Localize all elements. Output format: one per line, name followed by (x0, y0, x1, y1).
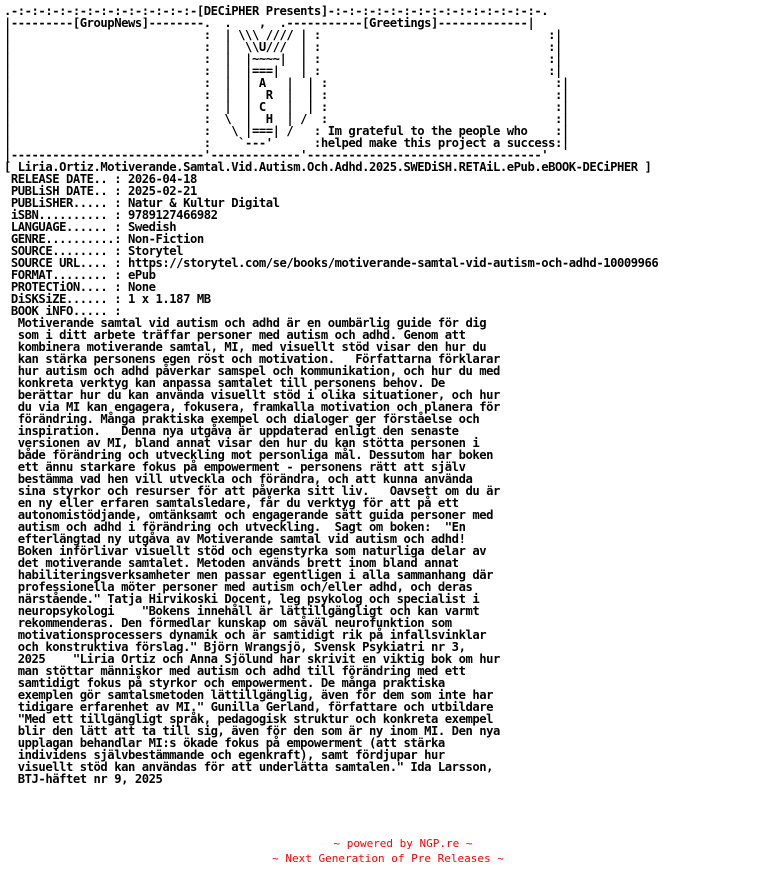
nfo-line: [ Liria.Ortiz.Motiverande.Samtal.Vid.Autism.Och.Adhd.2025.SWEDiSH.RETAiL.ePub.eBOOK-DECiPHER ] (4, 160, 652, 174)
nfo-line: habiliteringsverksamheter men passar egentligen i alla sammanhang där (4, 568, 494, 582)
nfo-line: PUBLiSHER..... : Natur & Kultur Digital (4, 196, 280, 210)
nfo-line: man stöttar människor med autism och adhd till förändring med ett (4, 664, 466, 678)
nfo-line: efterlängtad ny utgåva av Motiverande samtal vid autism och adhd! (4, 532, 466, 546)
nfo-line: autonomistödjande, omtänksamt och engagerande sätt guida personer med (4, 508, 494, 522)
nfo-line: en ny eller erfaren samtalsledare, får du verktyg för att på ett (4, 496, 459, 510)
nfo-line: iSBN.......... : 9789127466982 (4, 208, 218, 222)
footer-tagline: ~ Next Generation of Pre Releases ~ (272, 852, 504, 865)
nfo-line: konkreta verktyg kan anpassa samtalet till personens behov. De (4, 376, 445, 390)
nfo-line: LANGUAGE...... : Swedish (4, 220, 177, 234)
footer (0, 836, 776, 866)
nfo-line: PUBLiSH DATE.. : 2025-02-21 (4, 184, 197, 198)
nfo-line: visuellt stöd kan användas för att underlätta samtalen." Ida Larsson, (4, 760, 494, 774)
nfo-line: och konstruktiva förslag." Björn Wrangsjö, Svensk Psykiatri nr 3, (4, 640, 466, 654)
nfo-line: | : \ |===| / : Im grateful to the people who :| (4, 124, 569, 138)
nfo-line: inspiration. Denna nya utgåva är uppdaterad enligt den senaste (4, 424, 459, 438)
nfo-line: | : | |===| | : :| (4, 64, 562, 78)
nfo-line: SOURCE URL.... : https://storytel.com/se/books/motiverande-samtal-vid-autism-och-adhd-10009966 (4, 256, 659, 270)
nfo-line: berättar hur du kan använda visuellt stöd i olika situationer, och hur (4, 388, 500, 402)
nfo-line: |---------[GroupNews]--------. . , .-----------[Greetings]-------------| (4, 16, 535, 30)
nfo-line: både förändring och utveckling mot personliga mål. Dessutom har boken (4, 448, 494, 462)
nfo-line: tidigare erfarenhet av MI." Gunilla Gerland, författare och utbildare (4, 700, 494, 714)
nfo-line: SOURCE........ : Storytel (4, 244, 184, 258)
nfo-line: BOOK iNFO..... : (4, 304, 122, 318)
nfo-line: du via MI kan engagera, fokusera, framkalla motivation och planera för (4, 400, 500, 414)
nfo-line: 2025 "Liria Ortiz och Anna Sjölund har skrivit en viktig bok om hur (4, 652, 500, 666)
nfo-line: kan stärka personens egen röst och motivation. Författarna förklarar (4, 352, 500, 366)
nfo-line: rekommenderas. Den förmedlar kunskap om såväl neurofunktion som (4, 616, 452, 630)
nfo-line: | : | |~~~~| | : :| (4, 52, 562, 66)
nfo-line: | : | | R | | : :| (4, 88, 569, 102)
nfo-line: | : | \\U/// | : :| (4, 40, 562, 54)
nfo-line: DiSKSiZE...... : 1 x 1.187 MB (4, 292, 211, 306)
nfo-line: .-:-:-:-:-:-:-:-:-:-:-:-:-:-[DECiPHER Presents]-:-:-:-:-:-:-:-:-:-:-:-:-:-:-:-. (4, 4, 549, 18)
nfo-text-block (4, 5, 658, 785)
nfo-line: RELEASE DATE.. : 2026-04-18 (4, 172, 197, 186)
nfo-line: versionen av MI, bland annat visar den hur du kan stötta personen i (4, 436, 480, 450)
nfo-line: neuropsykologi "Bokens innehåll är lättillgängligt och kan varmt (4, 604, 480, 618)
nfo-line: samtidigt fokus på styrkor och empowerment. De många praktiska (4, 676, 445, 690)
nfo-line: hur autism och adhd påverkar samspel och kommunikation, och hur du med (4, 364, 500, 378)
nfo-line: sina styrkor och resurser för att påverka sitt liv. Oavsett om du är (4, 484, 500, 498)
nfo-line: upplagan behandlar MI:s ökade fokus på empowerment (att stärka (4, 736, 445, 750)
nfo-line: motivationsprocessers dynamik och är samtidigt rik på infallsvinklar (4, 628, 487, 642)
nfo-line: |----------------------------'-------------'----------------------------------' (4, 148, 549, 162)
nfo-line: förändring. Många praktiska exempel och dialoger ger förståelse och (4, 412, 480, 426)
nfo-line: | : \ | H | / : :| (4, 112, 569, 126)
nfo-line: exemplen gör samtalsmetoden lättillgänglig, även för dem som inte har (4, 688, 494, 702)
nfo-line: Motiverande samtal vid autism och adhd är en oumbärlig guide för dig (4, 316, 487, 330)
nfo-line: professionella möter personer med autism och/eller adhd, och deras (4, 580, 473, 594)
nfo-line: individens självbestämmande och egenkraft), samt fördjupar hur (4, 748, 445, 762)
footer-powered-by: ~ powered by NGP.re ~ (333, 837, 473, 850)
nfo-line: som i ditt arbete träffar personer med autism och adhd. Genom att (4, 328, 466, 342)
nfo-line: PROTECTiON.... : None (4, 280, 156, 294)
nfo-line: bestämma vad hen vill utveckla och förändra, och att kunna använda (4, 472, 473, 486)
nfo-line: ett ännu starkare fokus på empowerment - personens rätt att själv (4, 460, 466, 474)
nfo-line: det motiverande samtalet. Metoden används brett inom bland annat (4, 556, 459, 570)
nfo-line: kombinera motiverande samtal, MI, med visuellt stöd visar den hur du (4, 340, 487, 354)
nfo-line: autism och adhd i förändring och utveckling. Sagt om boken: "En (4, 520, 466, 534)
nfo-line: BTJ-häftet nr 9, 2025 (4, 772, 163, 786)
nfo-line: "Med ett tillgängligt språk, pedagogisk struktur och konkreta exempel (4, 712, 494, 726)
nfo-line: | : | | A | | : :| (4, 76, 569, 90)
nfo-line: FORMAT........ : ePub (4, 268, 156, 282)
nfo-line: | : | | C | | : :| (4, 100, 569, 114)
nfo-line: närstående." Tatja Hirvikoski Docent, leg psykolog och specialist i (4, 592, 480, 606)
nfo-line: | : | \\\ //// | : :| (4, 28, 562, 42)
nfo-line: blir den lätt att ta till sig, även för den som är ny inom MI. Den nya (4, 724, 500, 738)
nfo-line: | : `---' :helped make this project a success:| (4, 136, 569, 150)
nfo-line: Boken införlivar visuellt stöd och egenstyrka som naturliga delar av (4, 544, 487, 558)
nfo-line: GENRE..........: Non-Fiction (4, 232, 204, 246)
